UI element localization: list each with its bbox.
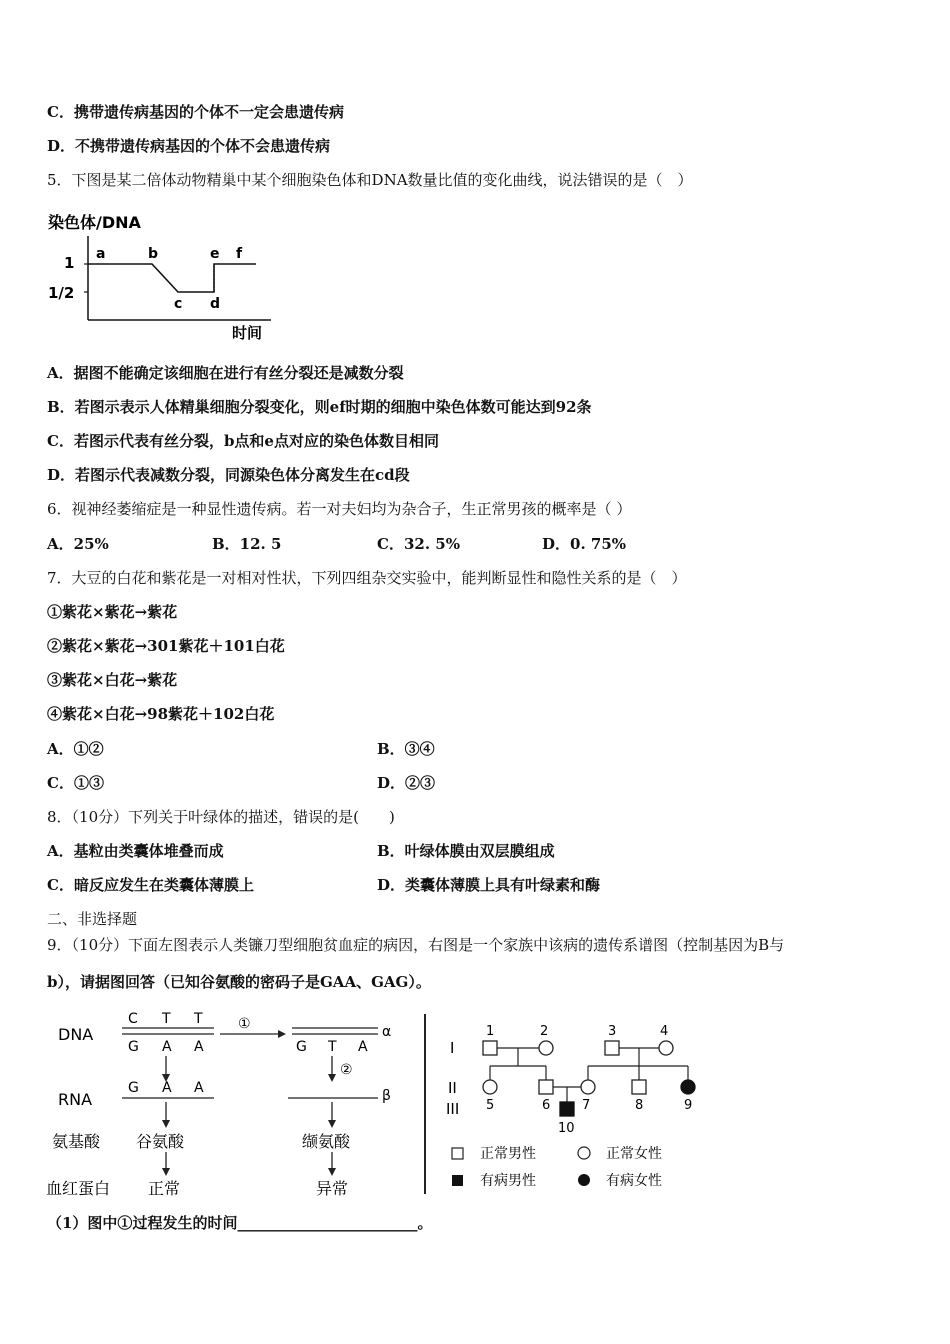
legend-normal-female-icon (578, 1147, 590, 1159)
svg-text:A: A (194, 1080, 204, 1096)
svg-text:10: 10 (558, 1121, 575, 1136)
svg-text:β: β (382, 1088, 391, 1104)
individual-3-normal-male (605, 1041, 619, 1055)
q7-option-c: C．①③ (47, 774, 104, 792)
svg-text:6: 6 (542, 1098, 551, 1113)
svg-text:A: A (358, 1039, 368, 1055)
legend-affected-male-icon (452, 1175, 463, 1186)
q5-y-tick-1: 1 (64, 254, 75, 272)
svg-text:III: III (446, 1100, 460, 1118)
q5-point-f: f (236, 246, 243, 262)
q8-option-d: D．类囊体薄膜上具有叶绿素和酶 (377, 876, 601, 894)
q5-option-b: B．若图示表示人体精巢细胞分裂变化，则ef时期的细胞中染色体数可能达到92条 (47, 398, 592, 416)
q9-stem-line1: 9．（10分）下面左图表示人类镰刀型细胞贫血症的病因，右图是一个家族中该病的遗传系谱图（控制基因为B与 (47, 936, 785, 954)
section-heading: 二、非选择题 (47, 910, 138, 928)
svg-text:正常: 正常 (148, 1179, 181, 1198)
q5-ylabel: 染色体/DNA (48, 213, 141, 232)
q5-ratio-curve-figure (46, 206, 286, 346)
q5-point-c: c (174, 296, 183, 312)
q7-option-b: B．③④ (377, 740, 435, 758)
svg-text:4: 4 (660, 1024, 669, 1039)
svg-text:①: ① (238, 1016, 251, 1032)
svg-text:I: I (450, 1039, 455, 1057)
svg-text:T: T (162, 1011, 171, 1027)
label-dna: DNA (58, 1025, 94, 1044)
q7-item-2: ②紫花×紫花→301紫花＋101白花 (47, 637, 285, 655)
q8-option-a: A．基粒由类囊体堆叠而成 (47, 842, 224, 860)
label-rna: RNA (58, 1090, 93, 1109)
svg-text:3: 3 (608, 1024, 617, 1039)
q6-option-a: A．25% (47, 535, 109, 553)
q4-option-c: C．携带遗传病基因的个体不一定会患遗传病 (47, 103, 344, 121)
q4-option-d: D．不携带遗传病基因的个体不会患遗传病 (47, 137, 331, 155)
label-hemoglobin: 血红蛋白 (46, 1179, 111, 1198)
svg-text:A: A (162, 1080, 172, 1096)
svg-text:正常女性: 正常女性 (606, 1146, 662, 1162)
q5-point-a: a (96, 246, 106, 262)
figure-divider (424, 1014, 426, 1194)
svg-text:8: 8 (635, 1098, 644, 1113)
q9-stem-line2: b），请据图回答（已知谷氨酸的密码子是GAA、GAG）。 (47, 973, 431, 991)
q7-stem: 7．大豆的白花和紫花是一对相对性状，下列四组杂交实验中，能判断显性和隐性关系的是（ ） (47, 569, 687, 587)
q6-option-c: C．32. 5% (377, 535, 460, 553)
q5-point-b: b (148, 246, 159, 262)
individual-9-affected-female (681, 1080, 695, 1094)
individual-10-affected-male (560, 1102, 574, 1116)
svg-text:谷氨酸: 谷氨酸 (136, 1132, 185, 1151)
q6-option-b: B．12. 5 (212, 535, 282, 553)
legend-normal-male-icon (452, 1148, 463, 1159)
q5-xlabel: 时间 (232, 324, 263, 342)
individual-4-normal-female (659, 1041, 673, 1055)
svg-text:A: A (194, 1039, 204, 1055)
q5-option-c: C．若图示代表有丝分裂，b点和e点对应的染色体数目相同 (47, 432, 439, 450)
q5-point-e: e (210, 246, 220, 262)
svg-text:C: C (128, 1011, 138, 1027)
label-amino-acid: 氨基酸 (52, 1132, 101, 1151)
svg-text:5: 5 (486, 1098, 495, 1113)
svg-text:T: T (328, 1039, 337, 1055)
svg-text:G: G (128, 1039, 139, 1055)
q6-stem: 6．视神经萎缩症是一种显性遗传病。若一对夫妇均为杂合子，生正常男孩的概率是（ ） (47, 500, 632, 518)
q9-pedigree-chart (436, 1008, 706, 1198)
q5-option-a: A．据图不能确定该细胞在进行有丝分裂还是减数分裂 (47, 364, 404, 382)
svg-text:正常男性: 正常男性 (480, 1146, 536, 1162)
q7-item-1: ①紫花×紫花→紫花 (47, 603, 178, 621)
svg-text:II: II (448, 1079, 457, 1097)
q5-stem: 5．下图是某二倍体动物精巢中某个细胞染色体和DNA数量比值的变化曲线，说法错误的是（ ） (47, 171, 693, 189)
svg-text:缬氨酸: 缬氨酸 (302, 1132, 351, 1151)
individual-6-normal-male (539, 1080, 553, 1094)
q7-item-3: ③紫花×白花→紫花 (47, 671, 178, 689)
q8-option-c: C．暗反应发生在类囊体薄膜上 (47, 876, 254, 894)
q5-curve (88, 264, 256, 292)
individual-8-normal-male (632, 1080, 646, 1094)
q7-option-d: D．②③ (377, 774, 436, 792)
individual-7-normal-female (581, 1080, 595, 1094)
q5-point-d: d (210, 296, 221, 312)
svg-text:有病女性: 有病女性 (606, 1173, 662, 1189)
svg-text:7: 7 (582, 1098, 591, 1113)
q5-option-d: D．若图示代表减数分裂，同源染色体分离发生在cd段 (47, 466, 410, 484)
svg-text:α: α (382, 1024, 392, 1040)
svg-text:G: G (296, 1039, 307, 1055)
q9-subquestion-1: （1）图中①过程发生的时间________________________。 (47, 1214, 433, 1232)
q5-y-tick-half: 1/2 (48, 284, 75, 302)
individual-5-normal-female (483, 1080, 497, 1094)
svg-text:9: 9 (684, 1098, 693, 1113)
q8-option-b: B．叶绿体膜由双层膜组成 (377, 842, 555, 860)
q9-sickle-cell-mechanism-diagram (44, 1004, 416, 1200)
q6-option-d: D．0. 75% (542, 535, 627, 553)
legend-affected-female-icon (578, 1174, 590, 1186)
svg-text:G: G (128, 1080, 139, 1096)
svg-text:A: A (162, 1039, 172, 1055)
individual-2-normal-female (539, 1041, 553, 1055)
svg-text:1: 1 (486, 1024, 495, 1039)
q7-item-4: ④紫花×白花→98紫花＋102白花 (47, 705, 275, 723)
svg-text:2: 2 (540, 1024, 549, 1039)
svg-text:异常: 异常 (316, 1179, 349, 1198)
individual-1-normal-male (483, 1041, 497, 1055)
q8-stem: 8．（10分）下列关于叶绿体的描述，错误的是( ) (47, 808, 395, 826)
q7-option-a: A．①② (47, 740, 104, 758)
svg-text:有病男性: 有病男性 (480, 1173, 536, 1189)
svg-text:T: T (194, 1011, 203, 1027)
svg-text:②: ② (340, 1062, 353, 1078)
